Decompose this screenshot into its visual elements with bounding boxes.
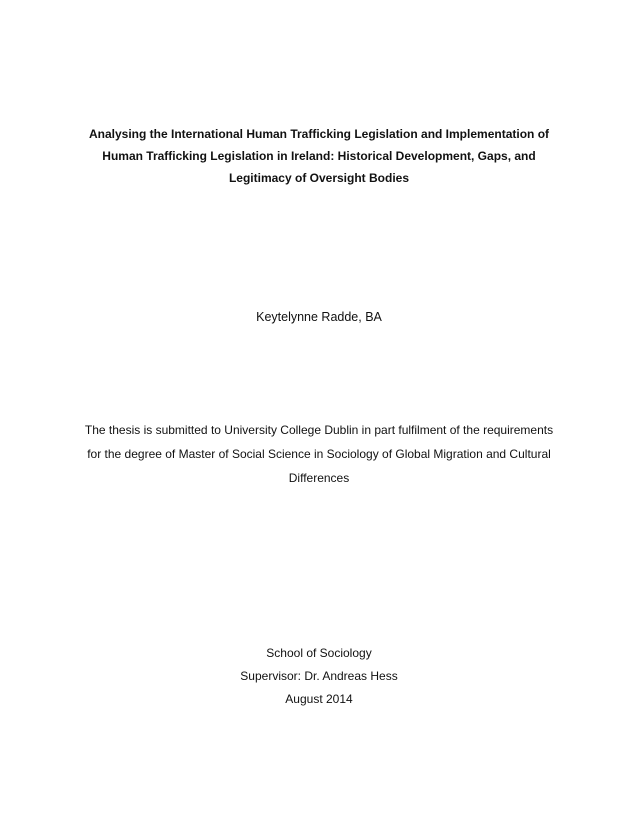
statement-line-2: for the degree of Master of Social Science in Sociology of Global Migration and Cultural [87,447,551,461]
school-name: School of Sociology [266,646,372,660]
thesis-title [60,123,578,189]
author-name: Keytelynne Radde, BA [256,310,382,324]
supervisor: Supervisor: Dr. Andreas Hess [240,669,398,683]
thesis-footer [0,642,638,711]
title-line-2: Human Trafficking Legislation in Ireland: Historical Development, Gaps, and [102,149,536,163]
statement-line-3: Differences [288,471,350,485]
title-line-3: Legitimacy of Oversight Bodies [228,171,410,185]
title-line-1: Analysing the International Human Trafficking Legislation and Implementation of [88,127,550,141]
submission-statement [40,418,598,490]
statement-line-1: The thesis is submitted to University College Dublin in part fulfilment of the requirements [84,423,554,437]
submission-date: August 2014 [285,692,353,706]
